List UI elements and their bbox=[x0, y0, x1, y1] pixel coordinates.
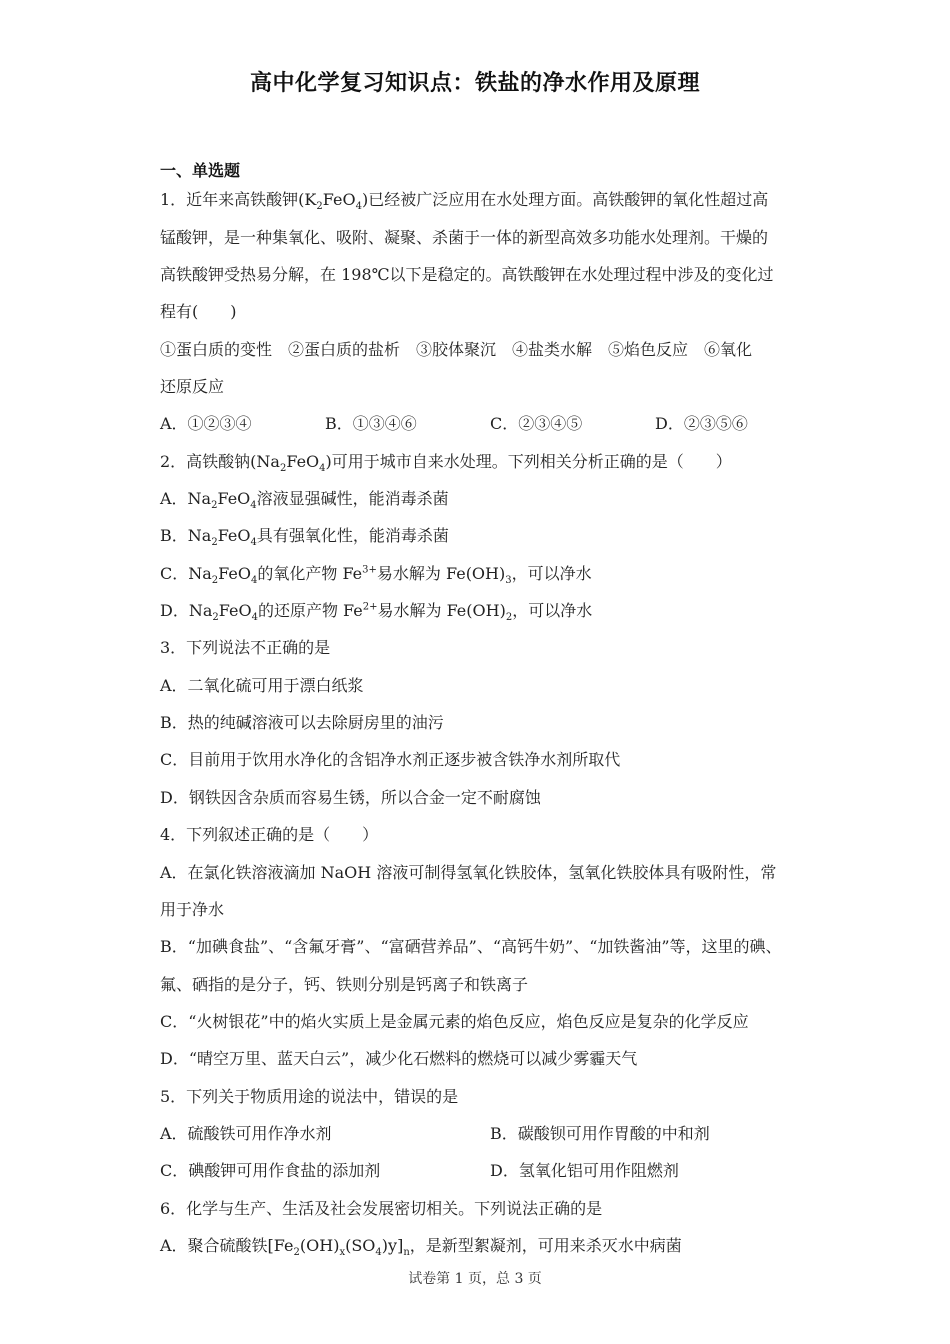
q3-option-c: C．目前用于饮用水净化的含铝净水剂正逐步被含铁净水剂所取代 bbox=[160, 750, 621, 769]
q1-line-2: 锰酸钾，是一种集氧化、吸附、凝聚、杀菌于一体的新型高效多功能水处理剂。干燥的 bbox=[160, 228, 769, 247]
q5-option-b: B．碳酸钡可用作胃酸的中和剂 bbox=[490, 1124, 710, 1143]
q4-option-b-line-1: B．“加碘食盐”、“含氟牙膏”、“富硒营养品”、“高钙牛奶”、“加铁酱油”等，这里的碘、 bbox=[160, 937, 782, 956]
q1-line-3: 高铁酸钾受热易分解，在 198℃以下是稳定的。高铁酸钾在水处理过程中涉及的变化过 bbox=[160, 265, 774, 284]
q6-option-a: A．聚合硫酸铁$[Fe_2(OH)_x(SO_4)y]_n$，是新型絮凝剂，可用来杀灭水中病菌 bbox=[160, 1236, 682, 1259]
q1-option-a: A．①②③④ bbox=[160, 414, 252, 433]
q4-option-c: C．“火树银花”中的焰火实质上是金属元素的焰色反应，焰色反应是复杂的化学反应 bbox=[160, 1012, 749, 1031]
q5-stem: 5．下列关于物质用途的说法中，错误的是 bbox=[160, 1087, 459, 1106]
q1-line-6: 还原反应 bbox=[160, 377, 225, 396]
section-heading: 一、单选题 bbox=[160, 161, 241, 180]
q1-option-d: D．②③⑤⑥ bbox=[655, 414, 748, 433]
q4-option-a-line-1: A．在氯化铁溶液滴加 NaOH 溶液可制得氢氧化铁胶体，氢氧化铁胶体具有吸附性，常 bbox=[160, 863, 777, 882]
q2-option-c: C．$Na_2FeO_4$的氧化产物 $Fe^{3+}$易水解为 $Fe(OH)_3$，可以净水 bbox=[160, 564, 592, 587]
page-footer: 试卷第 1 页，总 3 页 bbox=[408, 1271, 542, 1287]
q5-option-c: C．碘酸钾可用作食盐的添加剂 bbox=[160, 1161, 381, 1180]
q1-option-c: C．②③④⑤ bbox=[490, 414, 583, 433]
q1-line-5: ①蛋白质的变性 ②蛋白质的盐析 ③胶体聚沉 ④盐类水解 ⑤焰色反应 ⑥氧化 bbox=[160, 340, 753, 359]
q3-option-a: A．二氧化硫可用于漂白纸浆 bbox=[160, 676, 364, 695]
page-title: 高中化学复习知识点：铁盐的净水作用及原理 bbox=[249, 71, 700, 96]
q3-option-d: D．钢铁因含杂质而容易生锈，所以合金一定不耐腐蚀 bbox=[160, 788, 541, 807]
q1-line-4: 程有( ) bbox=[160, 302, 237, 321]
q1-line-1: 1．近年来高铁酸钾$(K_2FeO_4)$已经被广泛应用在水处理方面。高铁酸钾的氧化性超过高 bbox=[160, 190, 769, 213]
q4-option-b-line-2: 氟、硒指的是分子，钙、铁则分别是钙离子和铁离子 bbox=[160, 975, 529, 994]
q4-option-a-line-2: 用于净水 bbox=[160, 900, 225, 919]
q4-option-d: D．“晴空万里、蓝天白云”，减少化石燃料的燃烧可以减少雾霾天气 bbox=[160, 1049, 638, 1068]
q3-stem: 3．下列说法不正确的是 bbox=[160, 638, 331, 657]
q4-stem: 4．下列叙述正确的是（ ） bbox=[160, 825, 379, 844]
q2-option-d: D．$Na_2FeO_4$的还原产物 $Fe^{2+}$易水解为 $Fe(OH)_2$，可以净水 bbox=[160, 601, 593, 624]
q5-option-d: D．氢氧化铝可用作阻燃剂 bbox=[490, 1161, 679, 1180]
q5-option-a: A．硫酸铁可用作净水剂 bbox=[160, 1124, 332, 1143]
q2-option-a: A．$Na_2FeO_4$溶液显强碱性，能消毒杀菌 bbox=[160, 489, 449, 512]
q3-option-b: B．热的纯碱溶液可以去除厨房里的油污 bbox=[160, 713, 444, 732]
q6-stem: 6．化学与生产、生活及社会发展密切相关。下列说法正确的是 bbox=[160, 1199, 603, 1218]
q1-option-b: B．①③④⑥ bbox=[325, 414, 417, 433]
q2-option-b: B．$Na_2FeO_4$具有强氧化性，能消毒杀菌 bbox=[160, 526, 449, 549]
q2-stem: 2．高铁酸钠$(Na_2FeO_4)$可用于城市自来水处理。下列相关分析正确的是（ ） bbox=[160, 452, 732, 475]
